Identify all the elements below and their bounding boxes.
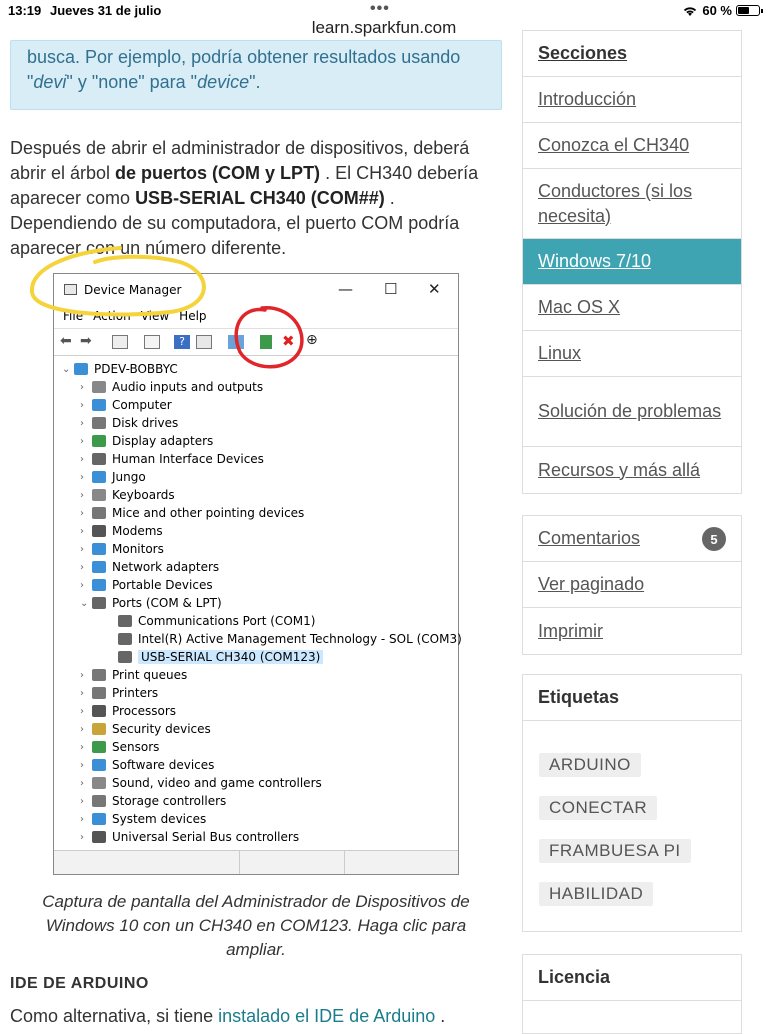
port-icon [118,615,132,627]
tree-node-label: Mice and other pointing devices [112,506,305,520]
collapsed-chevron-icon[interactable]: › [80,831,84,843]
portable-device-icon [92,579,106,591]
tree-node-label: Communications Port (COM1) [138,614,316,628]
tip-line1: busca. Por ejemplo, podría obtener resultados usando [27,47,461,67]
tree-node-label: Processors [112,704,177,718]
scan-hardware-icon [228,335,244,349]
jungo-icon [92,471,106,483]
display-adapter-icon [92,435,106,447]
section-link-linux[interactable]: Linux [523,331,741,377]
expanded-chevron-icon[interactable]: ⌄ [80,597,89,609]
tree-node[interactable] [80,468,146,486]
status-time: 13:19 [8,3,42,18]
figure-caption: Captura de pantalla del Administrador de Dispositivos de Windows 10 con un CH340 en COM123. Haga clic para ampliar. [42,892,470,959]
tree-node[interactable] [80,450,264,468]
software-icon [92,759,106,771]
tree-node-label: Display adapters [112,434,214,448]
status-right [682,3,760,18]
tree-node-label: Sensors [112,740,160,754]
update-driver-icon [260,335,272,349]
dm-menu-file: File [63,309,84,323]
tree-node[interactable] [80,810,206,828]
tree-node-label: Sound, video and game controllers [112,776,322,790]
dm-menu-action: Action [93,309,131,323]
sections-heading: Secciones [523,31,741,77]
tree-node[interactable] [80,540,164,558]
license-box [522,954,742,1034]
collapsed-chevron-icon[interactable]: › [80,543,84,555]
hid-icon [92,453,106,465]
collapsed-chevron-icon[interactable]: › [80,669,84,681]
section-heading-ide: IDE DE ARDUINO [10,975,149,992]
bold-ch340: USB-SERIAL CH340 (COM##) [135,188,385,208]
tree-node-label: Audio inputs and outputs [112,380,264,394]
system-icon [92,813,106,825]
collapsed-chevron-icon[interactable]: › [80,777,84,789]
battery-icon [736,5,760,16]
tip-box: busca. Por ejemplo, podría obtener resultados usando "devi" y "none" para "device". [10,40,502,110]
wifi-icon [682,5,698,17]
dm-toolbar [54,328,458,356]
tree-node[interactable] [80,774,322,792]
mouse-icon [92,507,106,519]
battery-percent: 60 % [702,3,732,18]
ide-install-link[interactable]: instalado el IDE de Arduino [218,1006,436,1026]
tree-node-label: Ports (COM & LPT) [112,596,222,610]
collapsed-chevron-icon[interactable]: › [80,507,84,519]
tag-habilidad[interactable]: HABILIDAD [539,882,653,906]
tip-device: device [197,72,250,92]
device-tree [54,356,462,844]
dm-menu-view: View [140,309,170,323]
tree-node[interactable] [80,684,158,702]
collapsed-chevron-icon[interactable]: › [80,381,84,393]
tags-box [522,674,742,932]
tree-node-label: Print queues [112,668,188,682]
sections-nav [522,30,742,494]
computer-icon [92,399,106,411]
instruction-paragraph: Después de abrir el administrador de dispositivos, deberá abrir el árbol de puertos (COM y LPT) . El CH340 debería aparecer como USB-SERIAL CH340 (COM##) . Dependiendo de su computadora, el puerto COM podría aparecer con un número diferente. [10,138,479,258]
tree-node-label: Universal Serial Bus controllers [112,830,300,844]
tree-node[interactable] [80,756,214,774]
properties-icon [112,335,128,349]
section-link-troubleshooting[interactable]: Solución de problemas [523,377,741,447]
comments-count-badge: 5 [702,527,726,551]
paged-view-link[interactable]: Ver paginado [523,562,741,608]
tree-node-label: Jungo [112,470,146,484]
print-queue-icon [92,669,106,681]
tag-arduino[interactable]: ARDUINO [539,753,641,777]
tree-node-label: Security devices [112,722,211,736]
tree-node-label: Keyboards [112,488,175,502]
address-bar-url[interactable]: learn.sparkfun.com [311,18,457,37]
collapsed-chevron-icon[interactable]: › [80,489,84,501]
collapsed-chevron-icon[interactable]: › [80,723,84,735]
tree-node-label: Disk drives [112,416,179,430]
collapsed-chevron-icon[interactable]: › [80,579,84,591]
tree-node[interactable] [80,504,304,522]
section-link-windows[interactable]: Windows 7/10 [523,239,741,285]
tree-node[interactable] [80,396,172,414]
uninstall-device-icon: ✖ [282,332,295,350]
collapsed-chevron-icon[interactable]: › [80,759,84,771]
expanded-chevron-icon[interactable]: ⌄ [62,363,71,375]
tree-node-label: Modems [112,524,163,538]
collapsed-chevron-icon[interactable]: › [80,453,84,465]
tree-node[interactable] [80,414,178,432]
tree-node-label: Network adapters [112,560,220,574]
tree-node[interactable] [80,738,159,756]
usb-icon [92,831,106,843]
collapsed-chevron-icon[interactable]: › [80,813,84,825]
modem-icon [92,525,106,537]
collapsed-chevron-icon[interactable]: › [80,705,84,717]
tree-node[interactable] [106,630,462,648]
sensor-icon [92,741,106,753]
section-link-drivers[interactable]: Conductores (si los necesita) [523,169,741,239]
tree-node[interactable] [80,792,226,810]
tree-node-label: Printers [112,686,159,700]
sound-icon [92,777,106,789]
license-heading: Licencia [523,955,741,1001]
update-view-icon [144,335,160,349]
collapsed-chevron-icon[interactable]: › [80,687,84,699]
minimize-icon: — [338,280,353,298]
port-icon [118,633,132,645]
tree-node[interactable] [106,612,315,630]
tree-node-label: Monitors [112,542,164,556]
disable-device-icon: ⊕ [306,332,318,348]
tree-node[interactable] [80,486,175,504]
tree-node[interactable] [80,828,299,846]
tree-node-label: Intel(R) Active Management Technology - SOL (COM3) [138,632,462,646]
bold-ports: de puertos (COM y LPT) [115,163,321,183]
section-link-resources[interactable]: Recursos y más allá [538,459,701,480]
maximize-icon: ☐ [384,280,398,298]
collapsed-chevron-icon[interactable]: › [80,435,84,447]
back-arrow-icon: ⬅ [60,333,72,349]
tree-node[interactable] [106,648,323,666]
network-icon [92,561,106,573]
tree-node[interactable] [62,360,178,378]
monitor-icon [92,543,106,555]
tree-node-label: PDEV-BOBBYC [94,362,178,376]
tags-heading: Etiquetas [523,675,741,721]
help-icon: ? [174,335,190,349]
tree-node[interactable] [80,666,187,684]
tree-node-label: Software devices [112,758,215,772]
close-icon: ✕ [428,280,441,298]
tree-node[interactable] [80,702,176,720]
tree-node[interactable] [80,558,219,576]
port-icon [118,651,132,663]
ide-paragraph: Como alternativa, si tiene instalado el IDE de Arduino . [10,1006,446,1026]
comments-link[interactable]: Comentarios 5 [523,516,741,562]
collapsed-chevron-icon[interactable]: › [80,417,84,429]
show-hidden-icon [196,335,212,349]
device-manager-screenshot[interactable] [53,273,462,875]
processor-icon [92,705,106,717]
tree-node-label: Storage controllers [112,794,227,808]
collapsed-chevron-icon[interactable]: › [80,471,84,483]
dm-status-strip [54,850,458,874]
tree-node[interactable] [80,522,163,540]
collapsed-chevron-icon[interactable]: › [80,561,84,573]
tag-frambuesa-pi[interactable]: FRAMBUESA PI [539,839,691,863]
forward-arrow-icon: ➡ [80,333,92,349]
collapsed-chevron-icon[interactable]: › [80,741,84,753]
section-link-ch340[interactable]: Conozca el CH340 [523,123,741,169]
tag-conectar[interactable]: CONECTAR [539,796,657,820]
section-link-intro[interactable]: Introducción [523,77,741,123]
keyboard-icon [92,489,106,501]
security-icon [92,723,106,735]
status-date: Jueves 31 de julio [50,3,162,18]
tree-node[interactable] [80,576,213,594]
tree-node-label: Computer [112,398,172,412]
collapsed-chevron-icon[interactable]: › [80,795,84,807]
tree-node-label: Human Interface Devices [112,452,264,466]
collapsed-chevron-icon[interactable]: › [80,525,84,537]
tree-node[interactable] [80,432,213,450]
dm-menubar [54,306,458,328]
speaker-icon [92,381,106,393]
computer-icon [74,363,88,375]
section-link-mac[interactable]: Mac OS X [523,285,741,331]
device-manager-icon [64,284,77,295]
print-link[interactable]: Imprimir [538,620,603,641]
multitasking-dots-icon[interactable]: ••• [370,0,390,17]
collapsed-chevron-icon[interactable]: › [80,399,84,411]
port-icon [92,597,106,609]
actions-box [522,515,742,655]
disk-icon [92,417,106,429]
storage-icon [92,795,106,807]
tree-node[interactable] [80,378,263,396]
tree-node[interactable] [80,720,211,738]
tree-node-label: USB-SERIAL CH340 (COM123) [138,650,323,664]
printer-icon [92,687,106,699]
tree-node-label: Portable Devices [112,578,213,592]
dm-title: Device Manager [84,283,182,297]
tree-node-label: System devices [112,812,207,826]
tree-node[interactable] [80,594,222,612]
ios-status-bar [0,0,768,20]
tip-devi: devi [33,72,67,92]
dm-menu-help: Help [179,309,207,323]
dm-titlebar [54,274,458,306]
